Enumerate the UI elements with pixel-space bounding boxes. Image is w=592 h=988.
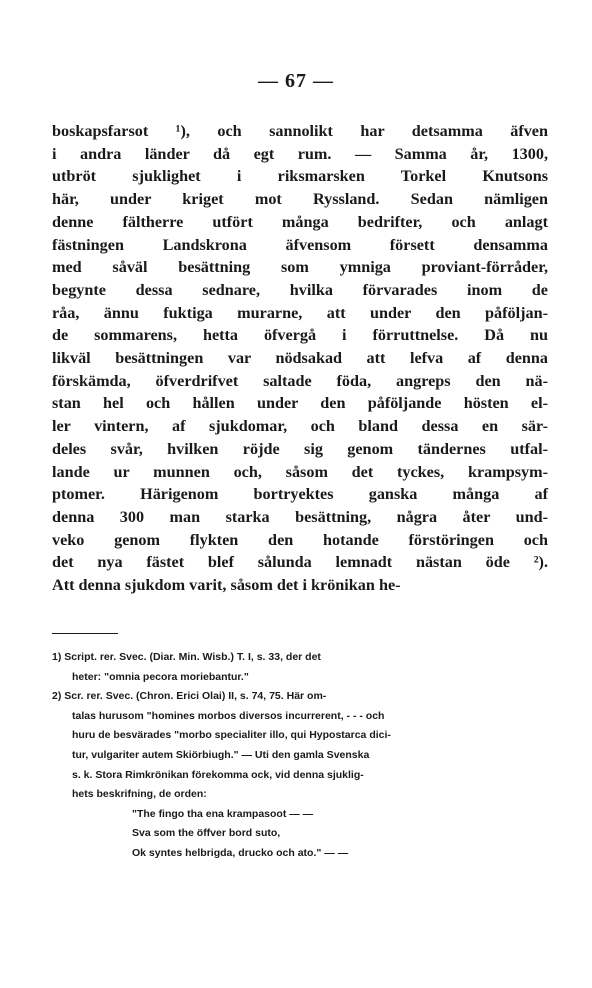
- text-line: stan hel och hållen under den påföljande hösten el-: [52, 394, 548, 413]
- verse-line: Sva som the öffver bord suto,: [132, 827, 281, 840]
- footnote-line: tur, vulgariter autem Skiörbiugh." — Uti den gamla Svenska: [72, 748, 370, 761]
- text-line: denna 300 man starka besättning, några åter und-: [52, 507, 548, 526]
- text-line: här, under kriget mot Ryssland. Sedan nämligen: [52, 190, 548, 209]
- text-line: denne fältherre utfört många bedrifter, och anlagt: [52, 212, 548, 231]
- text-line: veko genom flykten den hotande förstöringen och: [52, 530, 548, 549]
- text-line: förskämda, öfverdrifvet saltade föda, angreps den nä-: [52, 371, 548, 390]
- body-text: [52, 120, 548, 597]
- text-line: utbröt sjuklighet i riksmarsken Torkel Knutsons: [52, 167, 548, 186]
- page-number: — 67 —: [258, 70, 334, 92]
- footnote-divider: [52, 633, 118, 634]
- footnotes: [52, 648, 552, 864]
- text-line: likväl besättningen var nödsakad att lefva af denna: [52, 349, 548, 368]
- verse-line: "The fingo tha ena krampasoot — —: [132, 807, 314, 820]
- footnote-line: heter: "omnia pecora moriebantur.": [72, 670, 249, 683]
- text-line: det nya fästet blef sålunda lemnadt nästan öde ²).: [52, 553, 548, 572]
- footnote-line: huru de besvärades "morbo specialiter illo, qui Hypostarca dici-: [72, 729, 391, 742]
- text-line: ler vintern, af sjukdomar, och bland dessa en sär-: [52, 417, 548, 436]
- text-line: de sommarens, hetta öfvergå i förruttnelse. Då nu: [52, 326, 548, 345]
- text-line: boskapsfarsot ¹), och sannolikt har detsamma äfven: [52, 122, 548, 140]
- text-line: deles svår, hvilken röjde sig genom tändernes utfal-: [52, 439, 548, 458]
- footnote-line: s. k. Stora Rimkrönikan förekomma ock, vid denna sjuklig-: [72, 768, 364, 781]
- text-line: i andra länder då egt rum. — Samma år, 1300,: [52, 144, 548, 163]
- footnote-line: 1) Script. rer. Svec. (Diar. Min. Wisb.) T. I, s. 33, der det: [52, 651, 321, 663]
- footnote-line: hets beskrifning, de orden:: [72, 788, 207, 801]
- verse-line: Ok syntes helbrigda, drucko och ato." — —: [132, 846, 349, 859]
- text-line: lande ur munnen och, såsom det tyckes, krampsym-: [52, 462, 548, 481]
- text-line: begynte dessa sednare, hvilka förvarades inom de: [52, 280, 548, 299]
- footnote-line: 2) Scr. rer. Svec. (Chron. Erici Olai) II, s. 74, 75. Här om-: [52, 690, 327, 703]
- text-line: med såväl besättning som ymniga proviant-förråder,: [52, 258, 548, 277]
- text-line: ptomer. Härigenom bortryektes ganska många af: [52, 485, 548, 504]
- text-line: råa, ännu fuktiga murarne, att under den påföljan-: [52, 303, 548, 322]
- text-line: Att denna sjukdom varit, såsom det i krönikan he-: [52, 576, 401, 595]
- footnote-line: talas hurusom "homines morbos diversos incurrerent, - - - och: [72, 709, 385, 722]
- text-line: fästningen Landskrona äfvensom försett densamma: [52, 235, 548, 254]
